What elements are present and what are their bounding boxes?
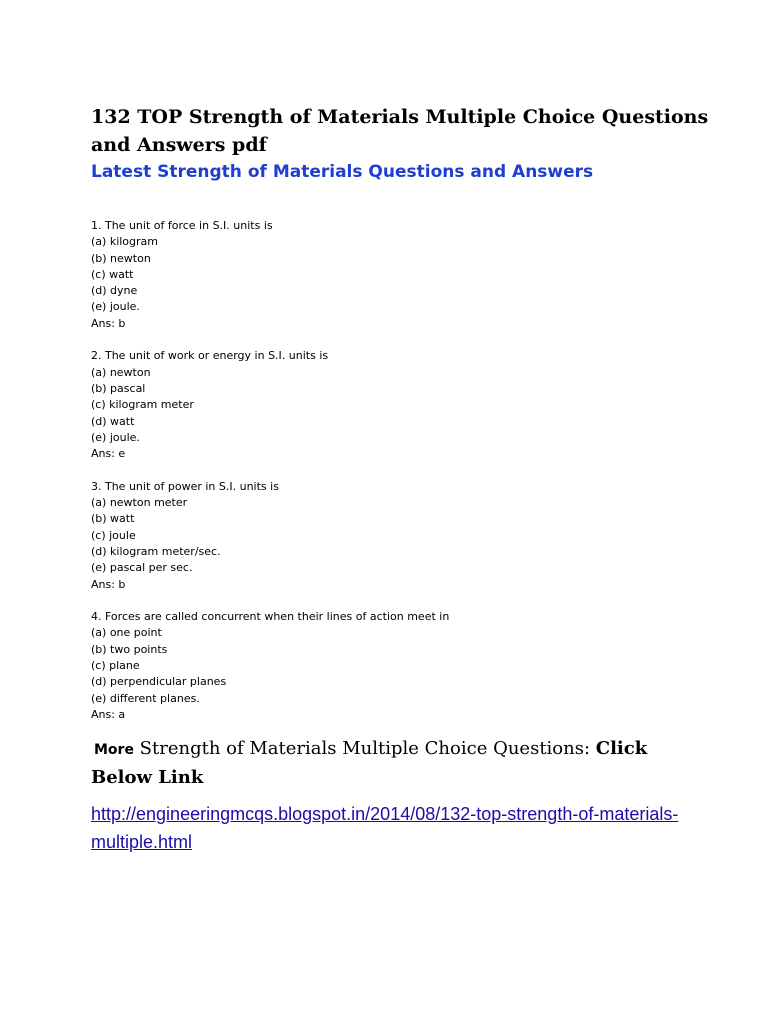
answer-option: (a) one point	[91, 626, 162, 640]
question-block	[91, 479, 691, 593]
more-questions-paragraph	[91, 735, 711, 791]
more-prefix: More	[94, 742, 134, 758]
question-block	[91, 348, 691, 462]
answer-option: (b) watt	[91, 512, 135, 526]
document-title: 132 TOP Strength of Materials Multiple Choice Questions and Answers pdf	[91, 106, 709, 156]
answer-option: (d) dyne	[91, 284, 138, 298]
answer-option: (c) plane	[91, 659, 140, 673]
answer-option: (b) newton	[91, 251, 151, 265]
answer-option: (a) kilogram	[91, 235, 158, 249]
source-link[interactable]: http://engineeringmcqs.blogspot.in/2014/08/132-top-strength-of-materials-multiple.html	[91, 804, 679, 852]
question-block	[91, 609, 691, 723]
question-text: 4. Forces are called concurrent when their lines of action meet in	[91, 610, 450, 624]
answer-option: (d) perpendicular planes	[91, 675, 227, 689]
answer-option: (d) watt	[91, 414, 135, 428]
answer-option: (c) kilogram meter	[91, 398, 194, 412]
more-text: Strength of Materials Multiple Choice Questions:	[133, 738, 596, 759]
answer-key: Ans: a	[91, 707, 126, 721]
answer-option: (a) newton meter	[91, 496, 188, 510]
question-text: 2. The unit of work or energy in S.I. units is	[91, 349, 329, 363]
answer-option: (c) joule	[91, 528, 136, 542]
answer-key: Ans: e	[91, 447, 126, 461]
answer-option: (d) kilogram meter/sec.	[91, 544, 221, 558]
answer-option: (e) different planes.	[91, 691, 200, 705]
answer-option: (a) newton	[91, 365, 151, 379]
question-block	[91, 218, 691, 332]
question-list	[91, 218, 691, 740]
answer-option: (e) joule.	[91, 300, 140, 314]
question-text: 3. The unit of power in S.I. units is	[91, 479, 279, 493]
answer-option: (e) joule.	[91, 430, 140, 444]
more-cta: Click Below Link	[91, 738, 648, 788]
answer-option: (b) pascal	[91, 381, 146, 395]
answer-key: Ans: b	[91, 316, 126, 330]
question-text: 1. The unit of force in S.I. units is	[91, 219, 273, 232]
answer-option: (c) watt	[91, 267, 134, 281]
answer-option: (b) two points	[91, 642, 168, 656]
answer-option: (e) pascal per sec.	[91, 561, 193, 575]
document-subtitle: Latest Strength of Materials Questions and Answers	[91, 162, 594, 182]
answer-key: Ans: b	[91, 577, 126, 591]
